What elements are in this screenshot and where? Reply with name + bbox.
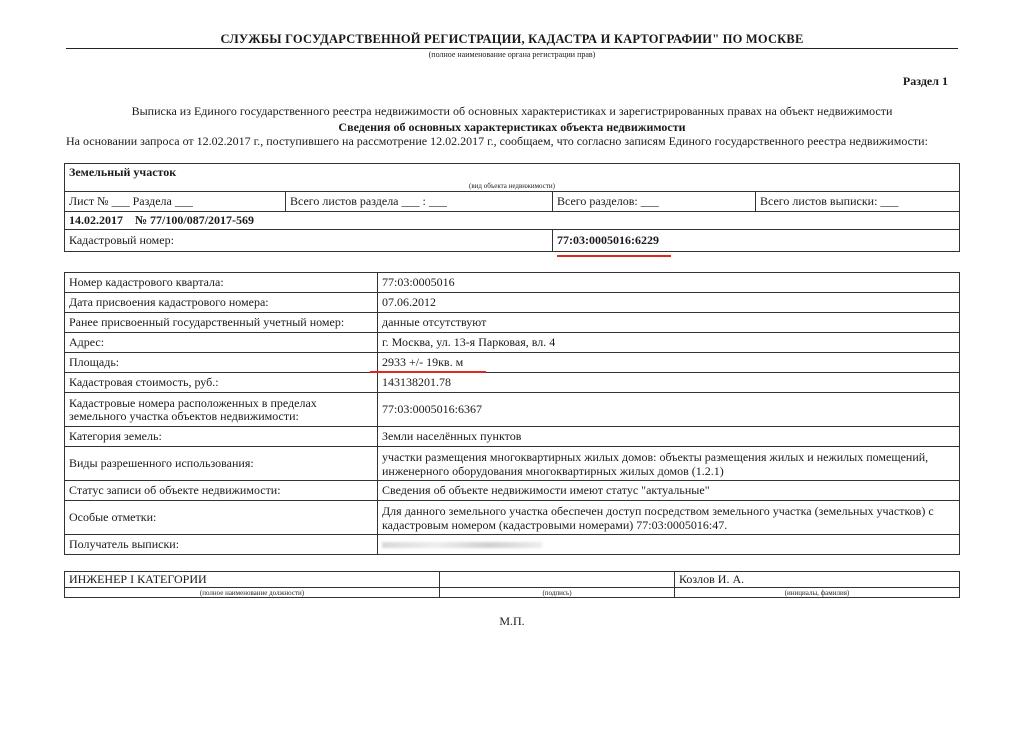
detail-label: Дата присвоения кадастрового номера: — [65, 293, 378, 313]
detail-value: 77:03:0005016 — [378, 273, 960, 293]
cadastral-underline — [557, 255, 671, 257]
object-type: Земельный участок — [65, 164, 960, 182]
detail-value: 77:03:0005016:6367 — [378, 393, 960, 427]
object-table — [64, 163, 960, 252]
detail-label: Кадастровая стоимость, руб.: — [65, 373, 378, 393]
extract-title: Выписка из Единого государственного реестра недвижимости об основных характеристиках и зарегистрированных правах на объект недвижимости — [131, 104, 893, 118]
basis-text: На основании запроса от 12.02.2017 г., поступившего на рассмотрение 12.02.2017 г., сообщаем, что согласно записям Единого государственного реестра недвижимости: — [66, 134, 928, 148]
signature-table — [64, 571, 960, 598]
signature-note: (подпись) — [440, 588, 675, 598]
officer-position: ИНЖЕНЕР I КАТЕГОРИИ — [65, 572, 440, 588]
cadastral-label: Кадастровый номер: — [65, 230, 553, 252]
detail-label: Кадастровые номера расположенных в пределах земельного участка объектов недвижимости: — [65, 393, 378, 427]
detail-label: Категория земель: — [65, 427, 378, 447]
detail-value: г. Москва, ул. 13-я Парковая, вл. 4 — [378, 333, 960, 353]
sections-total: Всего разделов: ___ — [553, 192, 756, 212]
position-note: (полное наименование должности) — [65, 588, 440, 598]
detail-label: Площадь: — [65, 353, 378, 373]
detail-label: Особые отметки: — [65, 501, 378, 535]
sheets-total: Всего листов выписки: ___ — [756, 192, 960, 212]
detail-value: Сведения об объекте недвижимости имеют статус "актуальные" — [378, 481, 960, 501]
stamp-place: М.П. — [499, 614, 525, 628]
detail-value: Для данного земельного участка обеспечен доступ посредством земельного участка (земельных участков) с кадастровым номером (кадастровыми номерами) 77:03:0005016:47. — [378, 501, 960, 535]
detail-value: Земли населённых пунктов — [378, 427, 960, 447]
object-type-note: (вид объекта недвижимости) — [65, 182, 960, 192]
detail-label: Адрес: — [65, 333, 378, 353]
header-divider — [66, 48, 958, 49]
detail-label: Ранее присвоенный государственный учетный номер: — [65, 313, 378, 333]
detail-label: Номер кадастрового квартала: — [65, 273, 378, 293]
detail-value: данные отсутствуют — [378, 313, 960, 333]
authority-note: (полное наименование органа регистрации прав) — [428, 50, 596, 59]
officer-signature — [440, 572, 675, 588]
name-note: (инициалы, фамилия) — [675, 588, 960, 598]
sheet-number: Лист № ___ Раздела ___ — [65, 192, 286, 212]
detail-label: Статус записи об объекте недвижимости: — [65, 481, 378, 501]
extract-number: № 77/100/087/2017-569 — [135, 213, 255, 227]
cadastral-number: 77:03:0005016:6229 — [553, 230, 960, 252]
detail-value: 143138201.78 — [378, 373, 960, 393]
redacted-recipient — [382, 542, 542, 548]
detail-label: Получатель выписки: — [65, 535, 378, 555]
extract-date: 14.02.2017 — [69, 213, 123, 227]
detail-label: Виды разрешенного использования: — [65, 447, 378, 481]
section-label: Раздел 1 — [902, 74, 948, 88]
sheets-in-section: Всего листов раздела ___ : ___ — [286, 192, 553, 212]
authority-title: СЛУЖБЫ ГОСУДАРСТВЕННОЙ РЕГИСТРАЦИИ, КАДАСТРА И КАРТОГРАФИИ" ПО МОСКВЕ — [220, 32, 804, 46]
date-number-row — [65, 212, 960, 230]
recipient-value — [378, 535, 960, 555]
detail-value: участки размещения многоквартирных жилых домов: объекты размещения жилых и нежилых помещений, инженерного оборудования многоквартирных жилых домов (1.2.1) — [378, 447, 960, 481]
area-underline — [370, 371, 486, 373]
info-title: Сведения об основных характеристиках объекта недвижимости — [338, 120, 686, 134]
details-table — [64, 272, 960, 555]
detail-value: 2933 +/- 19кв. м — [378, 353, 960, 373]
officer-name: Козлов И. А. — [675, 572, 960, 588]
detail-value: 07.06.2012 — [378, 293, 960, 313]
